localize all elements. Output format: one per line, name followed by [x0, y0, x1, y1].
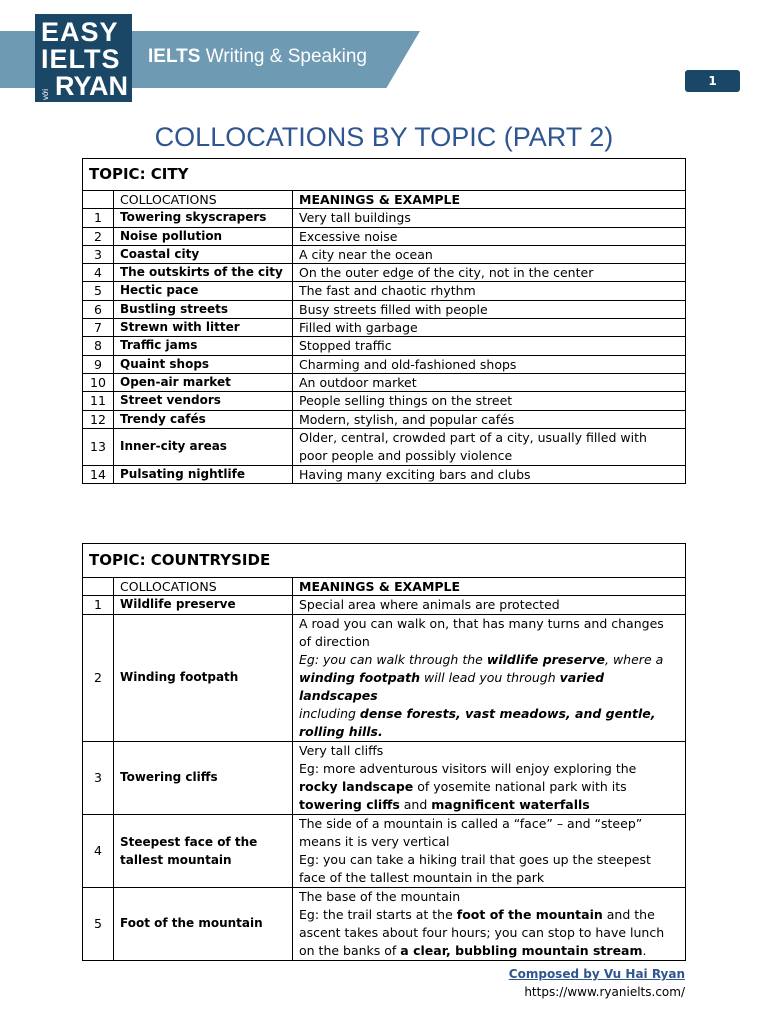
row-collocation: Winding footpath: [114, 614, 293, 741]
row-collocation: Traffic jams: [114, 337, 293, 355]
row-number: 6: [83, 300, 114, 318]
table-row: [83, 227, 686, 245]
table-row: [83, 814, 686, 887]
example-text: on the banks of: [299, 942, 401, 958]
row-collocation: Coastal city: [114, 245, 293, 263]
row-collocation: Street vendors: [114, 392, 293, 410]
row-number: 14: [83, 465, 114, 483]
logo: [35, 14, 132, 102]
row-collocation: Open-air market: [114, 373, 293, 391]
meaning-line: The side of a mountain is called a “face” – and “steep”: [299, 815, 643, 831]
example-bold: winding footpath: [299, 669, 421, 685]
banner-bold: IELTS: [148, 46, 201, 67]
collocation-line: Steepest face of the: [120, 834, 258, 849]
example-bold: foot of the mountain: [456, 906, 603, 922]
row-meaning: [293, 887, 686, 960]
row-number: 12: [83, 410, 114, 428]
meaning-line: Eg: more adventurous visitors will enjoy exploring the: [299, 760, 637, 776]
example-text: Eg: you can walk through the: [299, 651, 487, 667]
row-number: 4: [83, 264, 114, 282]
row-collocation: Wildlife preserve: [114, 596, 293, 614]
row-meaning: Busy streets filled with people: [293, 300, 686, 318]
example-bold: magnificent waterfalls: [431, 796, 590, 812]
meaning-line: Older, central, crowded part of a city, usually filled with: [299, 429, 647, 445]
table-row: [83, 741, 686, 814]
meaning-line: means it is very vertical: [299, 833, 450, 849]
row-number: 1: [83, 209, 114, 227]
row-collocation: Towering skyscrapers: [114, 209, 293, 227]
table-row: [83, 319, 686, 337]
row-meaning: Having many exciting bars and clubs: [293, 465, 686, 483]
table-row: [83, 392, 686, 410]
header-meanings: MEANINGS & EXAMPLE: [293, 578, 686, 596]
row-meaning: On the outer edge of the city, not in the center: [293, 264, 686, 282]
row-collocation: Foot of the mountain: [114, 887, 293, 960]
example-text: including: [299, 705, 360, 721]
row-collocation: [114, 814, 293, 887]
row-number: 7: [83, 319, 114, 337]
row-number: 9: [83, 355, 114, 373]
example-text: and: [399, 796, 432, 812]
footer-url[interactable]: https://www.ryanielts.com/: [524, 985, 685, 999]
logo-line2: IELTS: [41, 44, 121, 74]
row-number: 5: [83, 282, 114, 300]
page-number: 1: [685, 70, 740, 92]
row-number: 2: [83, 614, 114, 741]
row-collocation: Hectic pace: [114, 282, 293, 300]
row-collocation: Quaint shops: [114, 355, 293, 373]
logo-line3: RYAN: [55, 71, 129, 101]
table-row: [83, 337, 686, 355]
row-number: 10: [83, 373, 114, 391]
example-text: will lead you through: [420, 669, 560, 685]
table-row: [83, 300, 686, 318]
header-collocations: COLLOCATIONS: [114, 578, 293, 596]
row-meaning: Filled with garbage: [293, 319, 686, 337]
example-bold: a clear, bubbling mountain stream: [400, 942, 643, 958]
example-bold: towering cliffs: [299, 796, 400, 812]
header-num: [83, 578, 114, 596]
example-bold: wildlife preserve: [486, 651, 606, 667]
row-number: 1: [83, 596, 114, 614]
example-text: and the: [602, 906, 655, 922]
banner-rest: Writing & Speaking: [200, 46, 367, 67]
banner-text: [148, 46, 367, 68]
meaning-line: Very tall cliffs: [299, 742, 384, 758]
header-num: [83, 191, 114, 209]
row-meaning: Very tall buildings: [293, 209, 686, 227]
meaning-line: A road you can walk on, that has many turns and changes: [299, 615, 664, 631]
row-meaning: An outdoor market: [293, 373, 686, 391]
meaning-line: ascent takes about four hours; you can stop to have lunch: [299, 924, 665, 940]
row-number: 13: [83, 428, 114, 465]
logo-line1: EASY: [41, 17, 119, 47]
table-row: [83, 465, 686, 483]
page-title: COLLOCATIONS BY TOPIC (PART 2): [154, 122, 614, 152]
collocation-line: tallest mountain: [120, 852, 232, 867]
example-text: of yosemite national park with its: [413, 778, 627, 794]
row-number: 5: [83, 887, 114, 960]
meaning-line: The base of the mountain: [299, 888, 461, 904]
country-topic: TOPIC: COUNTRYSIDE: [83, 544, 686, 578]
row-collocation: Towering cliffs: [114, 741, 293, 814]
row-meaning: Excessive noise: [293, 227, 686, 245]
meaning-line: Eg: you can take a hiking trail that goes up the steepest: [299, 851, 651, 867]
row-collocation: Strewn with litter: [114, 319, 293, 337]
row-collocation: Pulsating nightlife: [114, 465, 293, 483]
row-collocation: Bustling streets: [114, 300, 293, 318]
row-collocation: The outskirts of the city: [114, 264, 293, 282]
row-collocation: Inner-city areas: [114, 428, 293, 465]
row-meaning: Modern, stylish, and popular cafés: [293, 410, 686, 428]
header-meanings: MEANINGS & EXAMPLE: [293, 191, 686, 209]
row-meaning: [293, 741, 686, 814]
row-meaning: A city near the ocean: [293, 245, 686, 263]
countryside-table: [82, 543, 686, 961]
row-number: 2: [83, 227, 114, 245]
meaning-line: poor people and possibly violence: [299, 447, 513, 463]
example-bold: rocky landscape: [299, 778, 414, 794]
row-meaning: Stopped traffic: [293, 337, 686, 355]
city-rows: [83, 209, 686, 484]
example-bold: rolling hills.: [299, 723, 383, 739]
row-number: 11: [83, 392, 114, 410]
row-meaning: The fast and chaotic rhythm: [293, 282, 686, 300]
table-row: [83, 614, 686, 741]
row-meaning: [293, 814, 686, 887]
footer-composed[interactable]: Composed by Vu Hai Ryan: [508, 967, 685, 981]
table-row: [83, 282, 686, 300]
row-meaning: [293, 428, 686, 465]
table-row: [83, 355, 686, 373]
meaning-line: face of the tallest mountain in the park: [299, 869, 545, 885]
city-topic: TOPIC: CITY: [83, 159, 686, 191]
row-number: 4: [83, 814, 114, 887]
example-bold: dense forests, vast meadows, and gentle,: [359, 705, 656, 721]
header-collocations: COLLOCATIONS: [114, 191, 293, 209]
row-meaning: [293, 614, 686, 741]
example-bold: varied landscapes: [299, 669, 605, 703]
table-row: [83, 264, 686, 282]
example-text: Eg: the trail starts at the: [299, 906, 457, 922]
row-meaning: Charming and old-fashioned shops: [293, 355, 686, 373]
table-row: [83, 209, 686, 227]
row-collocation: Noise pollution: [114, 227, 293, 245]
table-row: [83, 373, 686, 391]
city-table: [82, 158, 686, 484]
row-meaning: People selling things on the street: [293, 392, 686, 410]
example-text: , where a: [605, 651, 664, 667]
table-row: [83, 596, 686, 614]
logo-small: với: [41, 88, 50, 100]
table-row: [83, 887, 686, 960]
table-row: [83, 410, 686, 428]
table-row: [83, 245, 686, 263]
row-meaning: Special area where animals are protected: [293, 596, 686, 614]
table-row: [83, 428, 686, 465]
row-number: 8: [83, 337, 114, 355]
meaning-line: of direction: [299, 633, 370, 649]
row-collocation: Trendy cafés: [114, 410, 293, 428]
example-text: .: [642, 942, 647, 958]
row-number: 3: [83, 741, 114, 814]
row-number: 3: [83, 245, 114, 263]
